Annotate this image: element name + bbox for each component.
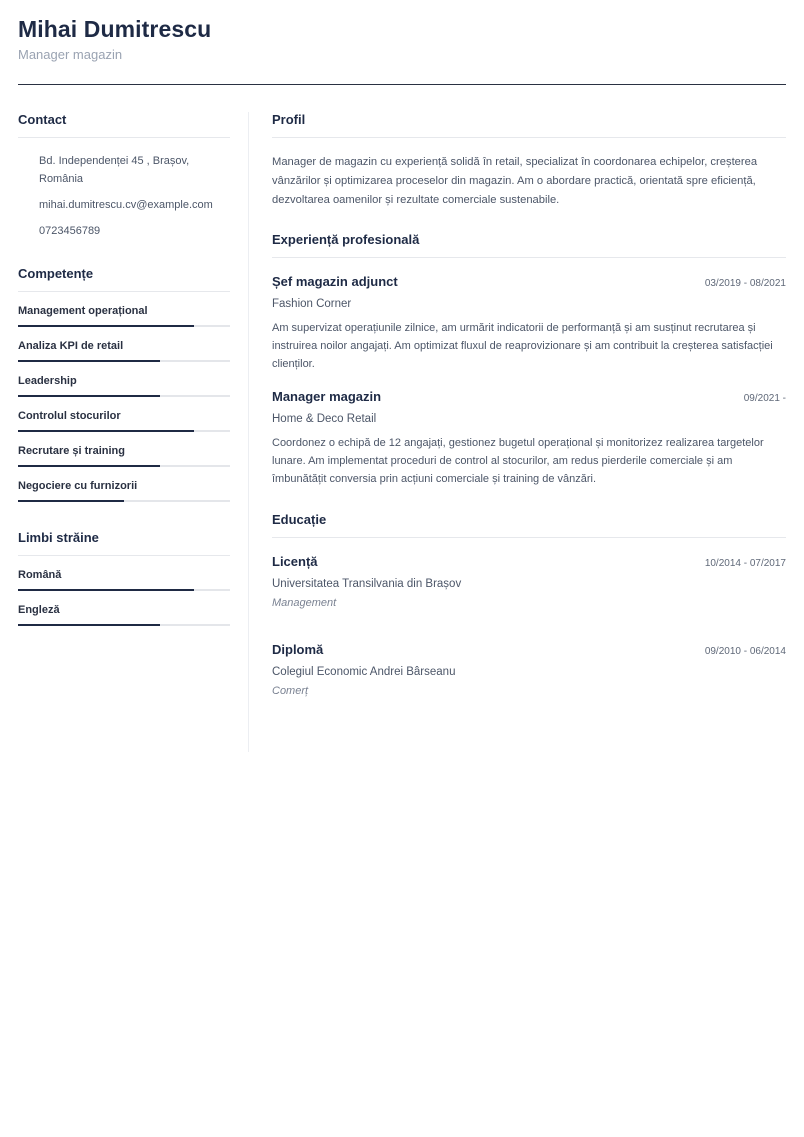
skill-level-bar [18,325,230,327]
education-field: Management [272,597,337,609]
education-date: 10/2014 - 07/2017 [704,558,786,569]
education-field: Comerț [272,685,309,697]
person-name: Mihai Dumitrescu [18,16,212,42]
main-content [272,112,786,697]
skill-level-fill [18,325,194,327]
education-degree: Licență [272,554,318,569]
skill-level-fill [18,500,124,502]
experience-description: Coordonez o echipă de 12 angajați, gestionez bugetul operațional și monitorizez realizarea targetelor lunare. Am implementat proceduri de control al stocurilor, am redus pierderile comerciale și am îmbunătățit conversia prin acțiuni comerciale și training de vânzări. [272,437,764,485]
languages-section-title: Limbi străine [18,530,230,556]
contact-address: Bd. Independenței 45 , Brașov, România [39,155,190,185]
sidebar [18,112,230,626]
experience-role: Șef magazin adjunct [272,274,398,289]
language-level-fill [18,589,194,591]
contact-email[interactable]: mihai.dumitrescu.cv@example.com [39,199,213,211]
cv-header [18,16,786,62]
skill-level-bar [18,500,230,502]
skill-level-fill [18,395,160,397]
education-entry [272,554,786,609]
skill-level-bar [18,395,230,397]
experience-entry [272,389,786,488]
skill-level-fill [18,430,194,432]
skill-name: Analiza KPI de retail [18,340,124,352]
contact-list [18,152,230,240]
experience-company: Home & Deco Retail [272,413,377,425]
education-school: Colegiul Economic Andrei Bârseanu [272,666,456,678]
experience-entry [272,274,786,373]
experience-description: Am supervizat operațiunile zilnice, am urmărit indicatorii de performanță și am susținut recrutarea și instruirea noilor angajați. Am optimizat fluxul de reaprovizionare și am contribuit la creșterea satisfacției clienților. [272,322,773,370]
education-degree: Diplomă [272,642,324,657]
education-date: 09/2010 - 06/2014 [704,646,786,657]
language-level-bar [18,589,230,591]
skill-item [18,305,230,327]
skill-item [18,410,230,432]
skill-name: Leadership [18,375,77,387]
job-title: Manager magazin [18,47,123,62]
skill-name: Management operațional [18,305,148,317]
experience-section-title: Experiență profesională [272,232,786,258]
skill-name: Negociere cu furnizorii [18,480,138,492]
experience-date: 09/2021 - [743,393,786,404]
education-section-title: Educație [272,512,786,538]
skills-section-title: Competențe [18,266,230,292]
profile-section-title: Profil [272,112,786,138]
skill-level-fill [18,465,160,467]
skill-level-bar [18,430,230,432]
language-name: Română [18,569,62,581]
languages-list [18,569,230,626]
contact-phone[interactable]: 0723456789 [39,225,101,237]
education-school: Universitatea Transilvania din Brașov [272,578,462,590]
skill-level-fill [18,360,160,362]
skill-level-bar [18,360,230,362]
skill-item [18,445,230,467]
skill-level-bar [18,465,230,467]
experience-company: Fashion Corner [272,298,352,310]
profile-summary: Manager de magazin cu experiență solidă în retail, specializat în coordonarea echipelor, creșterea vânzărilor și optimizarea proceselor din magazin. Am o abordare practică, orientată spre eficiență, dezvoltarea oamenilor și rezultate comerciale sustenabile. [272,156,758,206]
language-name: Engleză [18,604,60,616]
language-item [18,569,230,591]
skill-name: Controlul stocurilor [18,410,121,422]
language-item [18,604,230,626]
experience-role: Manager magazin [272,389,382,404]
language-level-fill [18,624,160,626]
skill-item [18,340,230,362]
language-level-bar [18,624,230,626]
education-entry [272,642,786,697]
experience-date: 03/2019 - 08/2021 [704,278,786,289]
header-divider [18,84,786,85]
skills-list [18,305,230,502]
skill-item [18,375,230,397]
skill-name: Recrutare și training [18,445,125,457]
column-divider [248,112,249,752]
skill-item [18,480,230,502]
contact-section-title: Contact [18,112,230,138]
